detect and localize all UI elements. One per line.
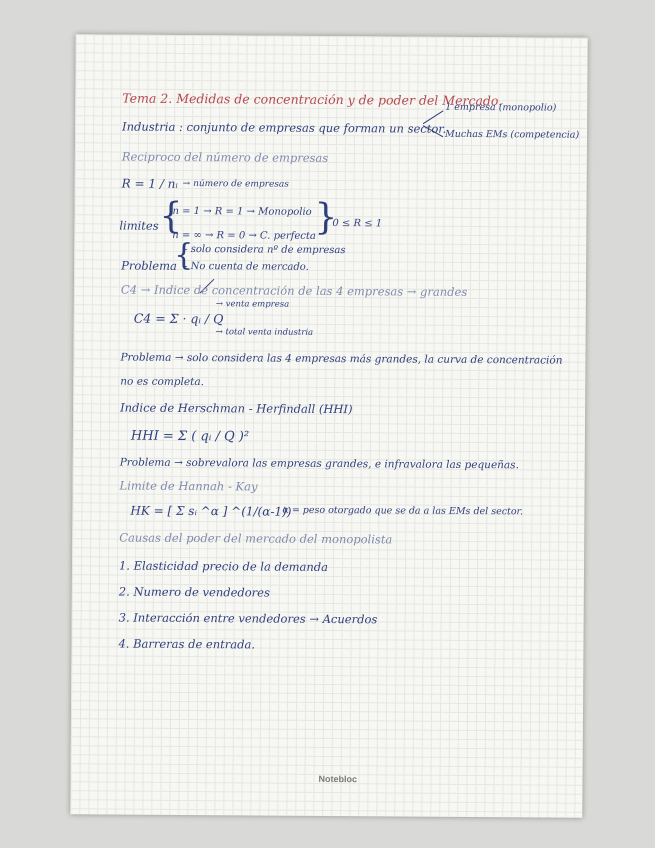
hk-formula: HK = [ Σ sᵢ ^α ] ^(1/(α-1)) [130,503,292,519]
limite-perfecta: n = ∞ → R = 0 → C. perfecta [172,229,316,242]
reciproco-heading: Reciproco del número de empresas [121,149,329,165]
branch-competencia: Muchas EMs (competencia) [445,128,580,141]
hhi-formula: HHI = Σ ( qᵢ / Q )² [130,428,250,445]
hk-note: α = peso otorgado que se da a las EMs del sector. [282,504,524,518]
problema-c4: Problema → solo considera las 4 empresas más grandes, la curva de concentración [120,351,563,367]
limites-brace: { [159,195,183,237]
industria-definition: Industria : conjunto de empresas que forman un sector. [122,119,447,136]
branch-monopolio: 1 empresa (monopolio) [445,101,557,114]
problema-label: Problema [121,258,177,273]
problema-hhi: Problema → sobrevalora las empresas grandes, e infravalora las pequeñas. [119,456,519,472]
limite-monopolio: n = 1 → R = 1 → Monopolio [172,205,312,218]
c4-note-total: → total venta industria [215,327,314,338]
r-formula: R = 1 / nᵢ [121,176,178,191]
notebook-page [70,34,587,818]
causas-heading: Causas del poder del mercado del monopolista [119,530,393,547]
hhi-heading: Indice de Herschman - Herfindall (HHI) [120,400,353,417]
c4-heading: C4 → Indice de concentración de las 4 empresas → grandes [120,282,468,299]
problema-item-a: - solo considera nº de empresas [184,243,346,257]
c4-note-venta: → venta empresa [215,299,290,310]
problema-brace: { [174,237,194,274]
hk-heading: Limite de Hannah - Kay [119,478,258,494]
c4-formula: C4 = Σ · qᵢ / Q [133,310,224,327]
limites-label: limites [119,218,159,233]
causa-item: 2. Numero de vendedores [118,584,270,600]
notebloc-footer: Notebloc [318,773,358,785]
r-range: 0 ≤ R ≤ 1 [332,218,383,230]
causa-item: 1. Elasticidad precio de la demanda [118,558,329,574]
problema-item-b: - No cuenta de mercado. [184,260,309,273]
causa-item: 4. Barreras de entrada. [118,636,256,652]
causa-item: 3. Interacción entre vendedores → Acuerdos [118,610,378,627]
problema-c4-cont: no es completa. [120,375,204,389]
limites-brace-right: } [314,196,338,239]
page-title: Tema 2. Medidas de concentración y de poder del Mercado. [122,90,503,109]
r-label: → número de empresas [182,178,289,190]
